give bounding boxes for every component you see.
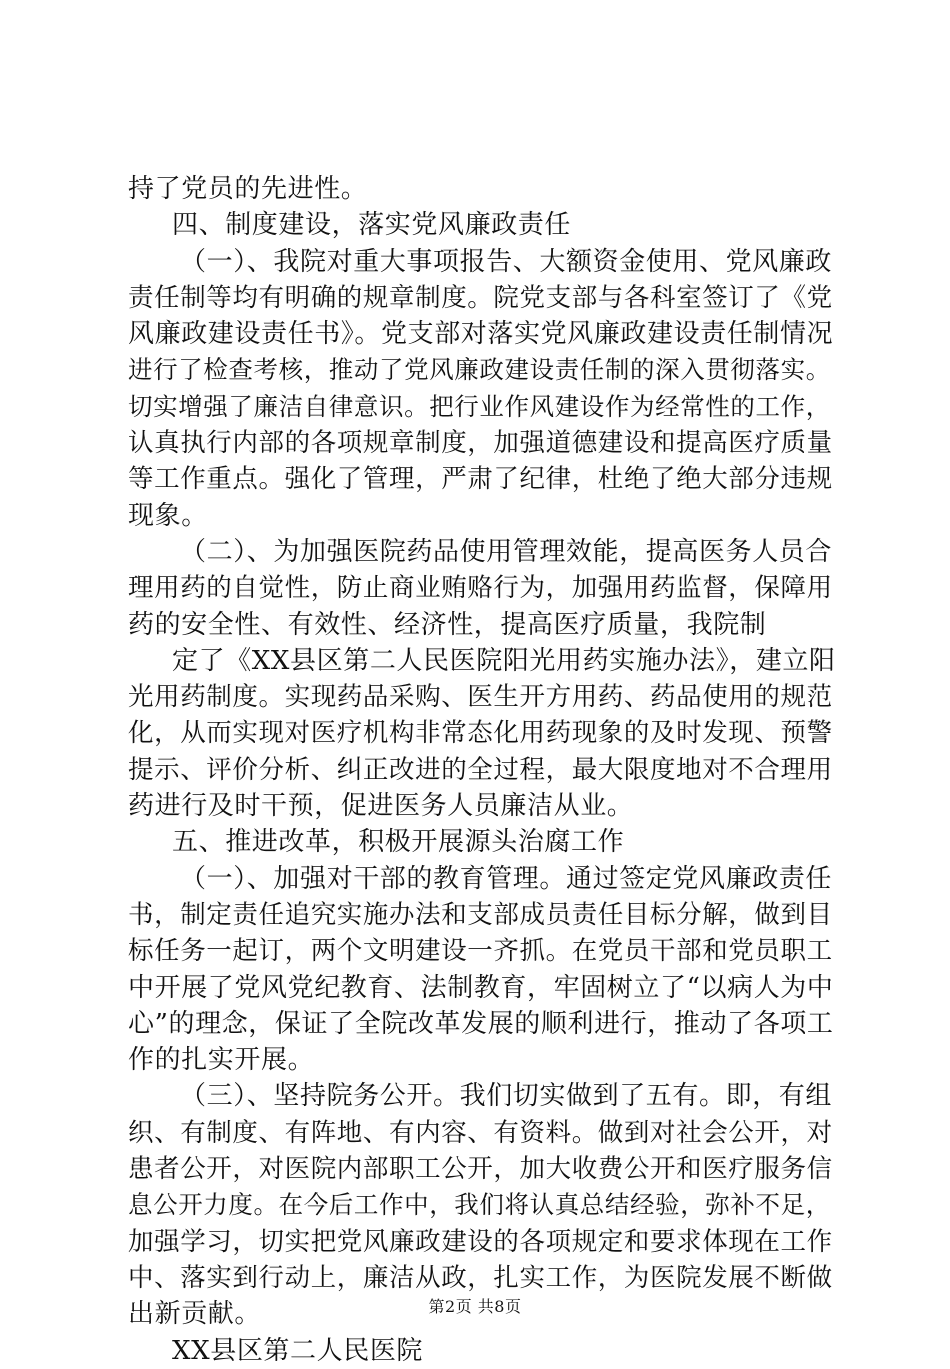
- text-line: 药的安全性、有效性、经济性，提高医疗质量，我院制: [128, 609, 767, 640]
- page-footer: 第2页 共8页: [428, 1297, 522, 1316]
- text-line: 加强学习，切实把党风廉政建设的各项规定和要求体现在工作: [128, 1226, 833, 1257]
- text-line: 五、推进改革，积极开展源头治腐工作: [172, 827, 625, 858]
- text-line: 责任制等均有明确的规章制度。院党支部与各科室签订了《党: [128, 282, 833, 313]
- text-line: 患者公开，对医院内部职工公开，加大收费公开和医疗服务信: [128, 1154, 833, 1185]
- text-line: 现象。: [128, 500, 208, 531]
- text-line: 风廉政建设责任书》。党支部对落实党风廉政建设责任制情况: [128, 319, 834, 350]
- text-line: 持了党员的先进性。: [128, 174, 368, 204]
- text-line: 中开展了党风党纪教育、法制教育，牢固树立了“以病人为中: [128, 972, 834, 1003]
- text-line: （三）、坚持院务公开。我们切实做到了五有。即，有组: [180, 1081, 833, 1112]
- text-line: 息公开力度。在今后工作中，我们将认真总结经验，弥补不足，: [128, 1190, 831, 1220]
- text-line: 进行了检查考核，推动了党风廉政建设责任制的深入贯彻落实。: [128, 355, 831, 385]
- text-line: 光用药制度。实现药品采购、医生开方用药、药品使用的规范: [128, 682, 833, 713]
- text-line: XX县区第二人民医院: [172, 1335, 424, 1366]
- text-line: 书，制定责任追究实施办法和支部成员责任目标分解，做到目: [128, 899, 833, 930]
- text-line: 化，从而实现对医疗机构非常态化用药现象的及时发现、预警: [128, 718, 833, 749]
- text-line: 药进行及时干预，促进医务人员廉洁从业。: [128, 791, 634, 822]
- document-body: [128, 171, 840, 1369]
- text-line: 标任务一起订，两个文明建设一齐抓。在党员干部和党员职工: [128, 936, 833, 967]
- text-line: 认真执行内部的各项规章制度，加强道德建设和提高医疗质量: [128, 428, 833, 459]
- text-line: 理用药的自觉性，防止商业贿赂行为，加强用药监督，保障用: [128, 573, 833, 604]
- text-line: 定了《XX县区第二人民医院阳光用药实施办法》，建立阳: [172, 645, 836, 676]
- text-line: 等工作重点。强化了管理，严肃了纪律，杜绝了绝大部分违规: [128, 464, 833, 495]
- text-line: （二）、为加强医院药品使用管理效能，提高医务人员合: [180, 536, 833, 567]
- text-line: 四、制度建设，落实党风廉政责任: [172, 210, 572, 241]
- text-line: 织、有制度、有阵地、有内容、有资料。做到对社会公开，对: [128, 1117, 833, 1148]
- text-line: 中、落实到行动上，廉洁从政，扎实工作，为医院发展不断做: [128, 1262, 833, 1293]
- text-line: （一）、加强对干部的教育管理。通过签定党风廉政责任: [180, 863, 833, 894]
- text-line: （一）、我院对重大事项报告、大额资金使用、党风廉政: [180, 246, 833, 277]
- text-line: 作的扎实开展。: [128, 1045, 315, 1076]
- text-line: 出新贡献。: [128, 1299, 262, 1330]
- text-line: 提示、评价分析、纠正改进的全过程，最大限度地对不合理用: [128, 754, 833, 785]
- text-line: 心”的理念，保证了全院改革发展的顺利进行，推动了各项工: [128, 1008, 834, 1039]
- text-line: 切实增强了廉洁自律意识。把行业作风建设作为经常性的工作，: [128, 391, 831, 421]
